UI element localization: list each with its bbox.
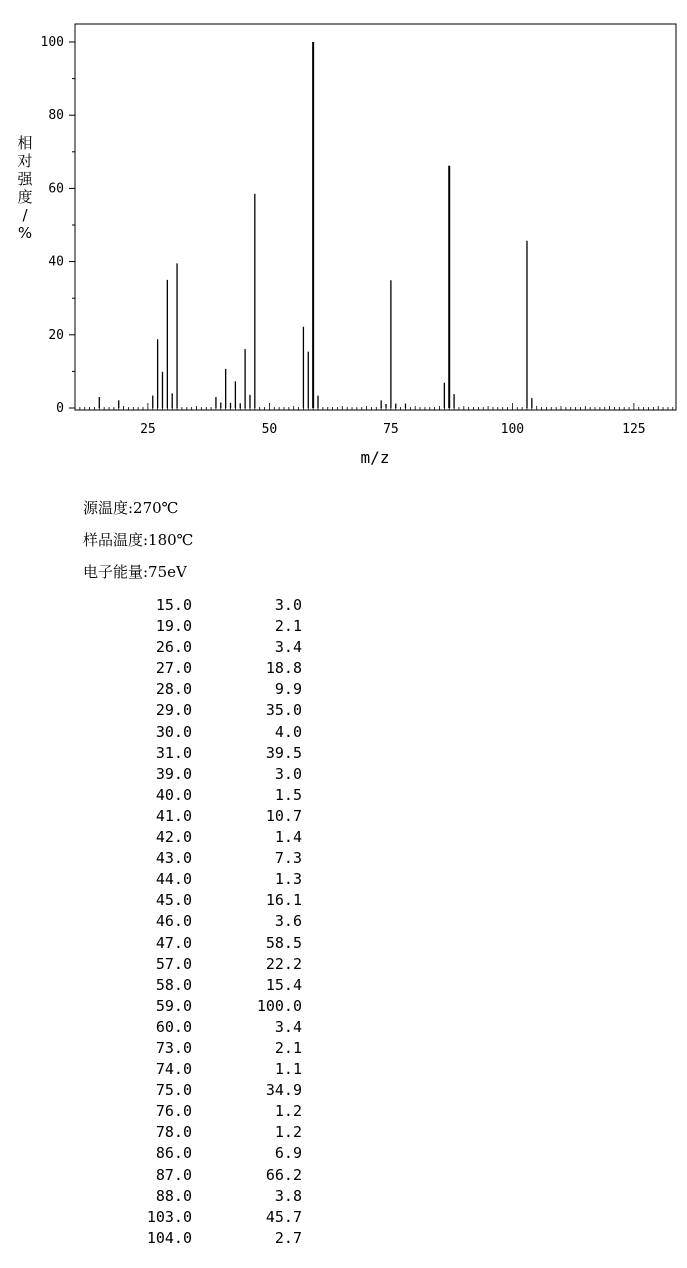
peak-intensity: 35.0 bbox=[265, 701, 302, 720]
peak-intensity: 22.2 bbox=[265, 954, 302, 973]
peak-intensity: 3.4 bbox=[274, 1017, 302, 1036]
peak-table-row bbox=[120, 616, 320, 637]
peak-intensity: 66.2 bbox=[265, 1165, 302, 1184]
peak-intensity: 1.3 bbox=[274, 870, 302, 889]
peak-table-row bbox=[120, 1080, 320, 1101]
peak-table-row bbox=[120, 890, 320, 911]
peak-intensity: 1.2 bbox=[274, 1102, 302, 1121]
peak-intensity: 6.9 bbox=[274, 1144, 302, 1163]
peak-mz: 31.0 bbox=[155, 743, 192, 762]
peak-table-row bbox=[120, 1143, 320, 1164]
peak-table-row bbox=[120, 743, 320, 764]
x-axis-label: m/z bbox=[360, 448, 390, 467]
peak-table-row bbox=[120, 1228, 320, 1249]
peak-table-row bbox=[120, 1101, 320, 1122]
peak-table-row bbox=[120, 1038, 320, 1059]
y-tick-label: 80 bbox=[48, 108, 64, 124]
y-tick-label: 100 bbox=[40, 35, 64, 50]
peak-table-row bbox=[120, 806, 320, 827]
peak-intensity: 39.5 bbox=[265, 743, 302, 762]
peak-mz: 74.0 bbox=[155, 1060, 192, 1079]
peak-mz: 78.0 bbox=[155, 1123, 192, 1142]
peak-intensity: 4.0 bbox=[274, 722, 302, 741]
peak-mz: 39.0 bbox=[155, 764, 192, 783]
peak-mz: 26.0 bbox=[155, 638, 192, 657]
peak-table-row bbox=[120, 848, 320, 869]
peak-intensity: 58.5 bbox=[265, 933, 302, 952]
peak-intensity: 15.4 bbox=[265, 975, 302, 994]
peak-intensity: 3.6 bbox=[274, 912, 302, 931]
peak-mz: 60.0 bbox=[155, 1017, 192, 1036]
peak-intensity: 1.2 bbox=[274, 1123, 302, 1142]
peak-table-row bbox=[120, 996, 320, 1017]
peak-mz: 46.0 bbox=[155, 912, 192, 931]
peak-intensity: 3.0 bbox=[274, 764, 302, 783]
x-tick-label: 100 bbox=[500, 422, 525, 437]
peak-table-row bbox=[120, 933, 320, 954]
y-axis-label-char: 相 bbox=[17, 134, 33, 152]
y-tick-label: 60 bbox=[48, 181, 64, 197]
peak-mz: 30.0 bbox=[155, 722, 192, 741]
peak-intensity: 1.4 bbox=[274, 828, 302, 847]
y-axis bbox=[41, 35, 75, 416]
peak-mz: 40.0 bbox=[155, 785, 192, 804]
y-tick-label: 20 bbox=[48, 327, 64, 343]
peak-table-row bbox=[120, 700, 320, 721]
peak-mz: 15.0 bbox=[155, 596, 192, 614]
peak-mz: 41.0 bbox=[155, 806, 192, 825]
peak-bars bbox=[99, 42, 532, 408]
peak-intensity: 1.5 bbox=[274, 785, 302, 804]
peak-table-row bbox=[120, 1165, 320, 1186]
peak-mz: 76.0 bbox=[155, 1102, 192, 1121]
peak-table-row bbox=[120, 869, 320, 890]
peak-mz: 19.0 bbox=[155, 617, 192, 636]
peak-intensity: 16.1 bbox=[265, 891, 302, 910]
x-tick-label: 25 bbox=[140, 422, 156, 437]
peak-table-row bbox=[120, 785, 320, 806]
peak-table-row bbox=[120, 911, 320, 932]
peak-intensity: 7.3 bbox=[274, 849, 302, 868]
peak-table-row bbox=[120, 679, 320, 700]
peak-intensity: 45.7 bbox=[265, 1207, 302, 1226]
peak-table-row bbox=[120, 658, 320, 679]
peak-mz: 29.0 bbox=[155, 701, 192, 720]
mass-spectrum-chart bbox=[0, 0, 687, 480]
y-tick-label: 0 bbox=[56, 401, 64, 416]
x-tick-label: 75 bbox=[383, 422, 399, 437]
peak-intensity: 3.4 bbox=[274, 638, 302, 657]
y-axis-label-char: 强 bbox=[17, 170, 33, 188]
peak-mz: 88.0 bbox=[155, 1186, 192, 1205]
peak-mz: 86.0 bbox=[155, 1144, 192, 1163]
electron-energy: 电子能量:75eV bbox=[83, 563, 187, 581]
peak-table bbox=[120, 595, 320, 1249]
peak-intensity: 1.1 bbox=[274, 1060, 302, 1079]
peak-mz: 73.0 bbox=[155, 1038, 192, 1057]
peak-mz: 59.0 bbox=[155, 996, 192, 1015]
y-axis-label-char: % bbox=[17, 224, 33, 242]
peak-mz: 42.0 bbox=[155, 828, 192, 847]
y-axis-label-char: / bbox=[22, 206, 28, 224]
peak-table-row bbox=[120, 975, 320, 996]
y-axis-label-char: 度 bbox=[17, 188, 33, 206]
peak-mz: 44.0 bbox=[155, 870, 192, 889]
peak-mz: 104.0 bbox=[146, 1228, 192, 1247]
peak-table-row bbox=[120, 595, 320, 616]
peak-table-row bbox=[120, 1207, 320, 1228]
instrument-conditions bbox=[83, 492, 193, 588]
peak-table-row bbox=[120, 722, 320, 743]
peak-mz: 28.0 bbox=[155, 680, 192, 699]
peak-mz: 87.0 bbox=[155, 1165, 192, 1184]
plot-frame bbox=[75, 24, 676, 410]
x-tick-label: 50 bbox=[261, 422, 278, 437]
peak-intensity: 3.0 bbox=[274, 596, 302, 614]
x-tick-label: 125 bbox=[622, 422, 646, 437]
x-axis bbox=[75, 403, 673, 437]
peak-table-row bbox=[120, 1017, 320, 1038]
peak-table-row bbox=[120, 637, 320, 658]
peak-mz: 45.0 bbox=[155, 891, 192, 910]
peak-table-row bbox=[120, 1059, 320, 1080]
peak-intensity: 3.8 bbox=[274, 1186, 302, 1205]
peak-intensity: 2.1 bbox=[274, 1038, 302, 1057]
peak-mz: 43.0 bbox=[155, 849, 192, 868]
peak-mz: 58.0 bbox=[155, 975, 192, 994]
peak-mz: 103.0 bbox=[146, 1207, 192, 1226]
peak-intensity: 9.9 bbox=[274, 680, 302, 699]
peak-intensity: 10.7 bbox=[265, 806, 302, 825]
peak-intensity: 100.0 bbox=[256, 996, 302, 1015]
peak-table-row bbox=[120, 764, 320, 785]
peak-intensity: 2.7 bbox=[274, 1228, 302, 1247]
peak-table-row bbox=[120, 954, 320, 975]
peak-table-row bbox=[120, 827, 320, 848]
peak-mz: 27.0 bbox=[155, 659, 192, 678]
y-axis-label-char: 对 bbox=[17, 152, 33, 170]
peak-table-row bbox=[120, 1122, 320, 1143]
peak-intensity: 34.9 bbox=[265, 1081, 302, 1100]
sample-temperature: 样品温度:180℃ bbox=[83, 531, 194, 549]
y-tick-label: 40 bbox=[48, 254, 64, 270]
peak-mz: 75.0 bbox=[155, 1081, 192, 1100]
peak-table-row bbox=[120, 1186, 320, 1207]
peak-mz: 57.0 bbox=[155, 954, 192, 973]
peak-intensity: 18.8 bbox=[265, 659, 302, 678]
peak-intensity: 2.1 bbox=[274, 617, 302, 636]
peak-mz: 47.0 bbox=[155, 933, 192, 952]
source-temperature: 源温度:270℃ bbox=[83, 499, 179, 517]
y-axis-label bbox=[17, 134, 33, 242]
